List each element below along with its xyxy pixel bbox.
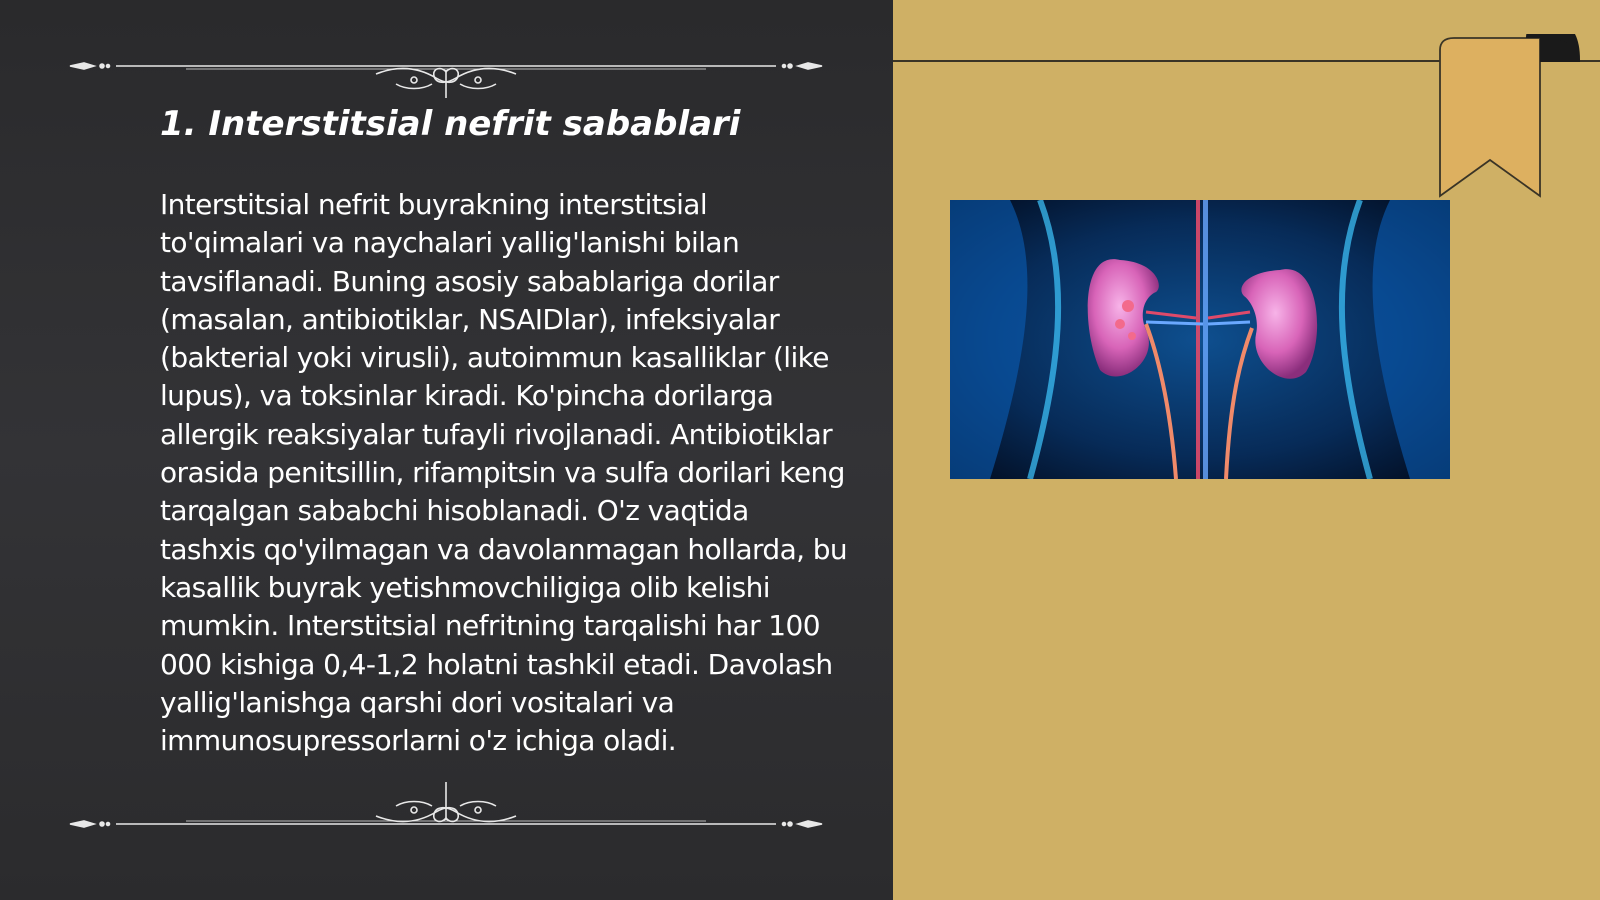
scroll-divider-icon xyxy=(66,40,826,100)
scroll-divider-icon xyxy=(66,782,826,842)
bookmark-ribbon-icon xyxy=(1430,34,1600,204)
slide-title: 1. Interstitsial nefrit sabablari xyxy=(160,104,741,144)
slide-body-text: Interstitsial nefrit buyrakning interstitsial to'qimalari va naychalari yallig'lanishi bilan tavsiflanadi. Buning asosiy sabablariga dorilar (masalan, antibiotiklar, NSAIDlar), infeksiyalar (bakterial yoki virusli), autoimmun kasalliklar (like lupus), va toksinlar kiradi. Ko'pincha dorilarga allergik reaksiyalar tufayli rivojlanadi. Antibiotiklar orasida penitsillin, rifampitsin va sulfa dorilari keng tarqalgan sababchi hisoblanadi. O'z vaqtida tashxis qo'yilmagan va davolanmagan hollarda, bu kasallik buyrak yetishmovchiligiga olib kelishi mumkin. Interstitsial nefritning tarqalishi har 100 000 kishiga 0,4-1,2 holatni tashkil etadi. Davolash yallig'lanishga qarshi dori vositalari va immunosupressorlarni o'z ichiga oladi. xyxy=(160,188,848,758)
kidney-illustration xyxy=(950,200,1450,479)
